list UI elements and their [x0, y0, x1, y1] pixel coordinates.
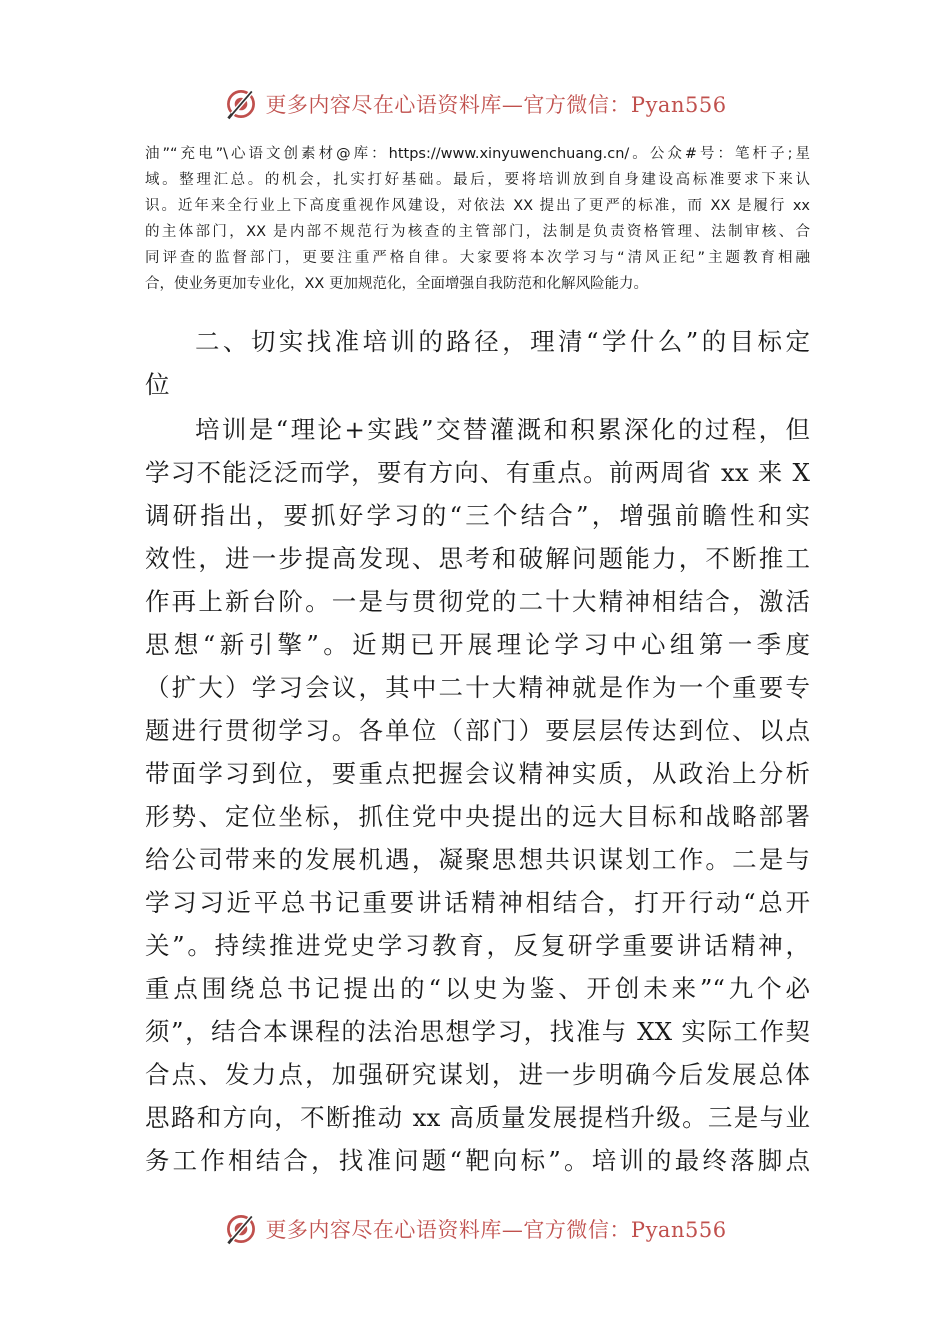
body-line: 带面学习到位，要重点把握会议精神实质，从政治上分析: [145, 759, 810, 788]
body-line: 形势、定位坐标，抓住党中央提出的远大目标和战略部署: [145, 802, 810, 831]
body-line: 调研指出，要抓好学习的“三个结合”，增强前瞻性和实: [145, 501, 810, 530]
body-paragraph: [145, 408, 810, 1182]
heading-line: 位: [145, 370, 170, 399]
text-line: 同评查的监督部门，更要注重严格自律。大家要将本次学习与“清风正纪”主题教育相融: [145, 250, 810, 266]
text-line: 域。整理汇总。的机会，扎实打好基础。最后，要将培训放到自身建设高标准要求下来认: [145, 172, 810, 188]
text-line: 油”“充电”\心语文创素材@库：https://www.xinyuwenchuang.cn/。公众#号：笔杆子;星: [145, 146, 810, 162]
text-line: 识。近年来全行业上下高度重视作风建设，对依法 XX 提出了更严的标准，而 XX 是履行 xx: [145, 198, 810, 214]
footer-banner-text: 更多内容尽在心语资料库—官方微信：Pyan556: [265, 1218, 727, 1242]
heading-line: 二、切实找准培训的路径，理清“学什么”的目标定: [195, 327, 810, 356]
body-line: 题进行贯彻学习。各单位（部门）要层层传达到位、以点: [145, 716, 810, 745]
body-line: 作再上新台阶。一是与贯彻党的二十大精神相结合，激活: [145, 587, 810, 616]
section-heading: [145, 320, 810, 406]
body-line: 合点、发力点，加强研究谋划，进一步明确今后发展总体: [145, 1060, 810, 1089]
body-line: 学习习近平总书记重要讲话精神相结合，打开行动“总开: [145, 888, 810, 917]
body-line: 培训是“理论+实践”交替灌溉和积累深化的过程，但: [195, 415, 810, 444]
pen-logo-icon: [223, 1211, 259, 1247]
body-line: 思想“新引擎”。近期已开展理论学习中心组第一季度: [145, 630, 810, 659]
body-line: 学习不能泛泛而学，要有方向、有重点。前两周省 xx 来 X: [145, 458, 810, 487]
body-line: 须”，结合本课程的法治思想学习，找准与 XX 实际工作契: [145, 1017, 810, 1046]
text-line: 的主体部门，XX 是内部不规范行为核查的主管部门，法制是负责资格管理、法制审核、合: [145, 224, 810, 240]
continued-paragraph: [145, 141, 810, 297]
footer-banner: [0, 1209, 950, 1249]
body-line: （扩大）学习会议，其中二十大精神就是作为一个重要专: [145, 673, 810, 702]
pen-logo-icon: [223, 86, 259, 122]
body-line: 思路和方向，不断推动 xx 高质量发展提档升级。三是与业: [145, 1103, 810, 1132]
text-line: 合，使业务更加专业化，XX 更加规范化，全面增强自我防范和化解风险能力。: [145, 276, 648, 292]
body-line: 关”。持续推进党史学习教育，反复研学重要讲话精神，: [145, 931, 810, 960]
body-line: 给公司带来的发展机遇，凝聚思想共识谋划工作。二是与: [145, 845, 810, 874]
header-banner: [0, 84, 950, 124]
body-line: 务工作相结合，找准问题“靶向标”。培训的最终落脚点: [145, 1146, 810, 1175]
body-line: 重点围绕总书记提出的“以史为鉴、开创未来”“九个必: [145, 974, 810, 1003]
body-line: 效性，进一步提高发现、思考和破解问题能力，不断推工: [145, 544, 810, 573]
header-banner-text: 更多内容尽在心语资料库—官方微信：Pyan556: [265, 93, 727, 117]
